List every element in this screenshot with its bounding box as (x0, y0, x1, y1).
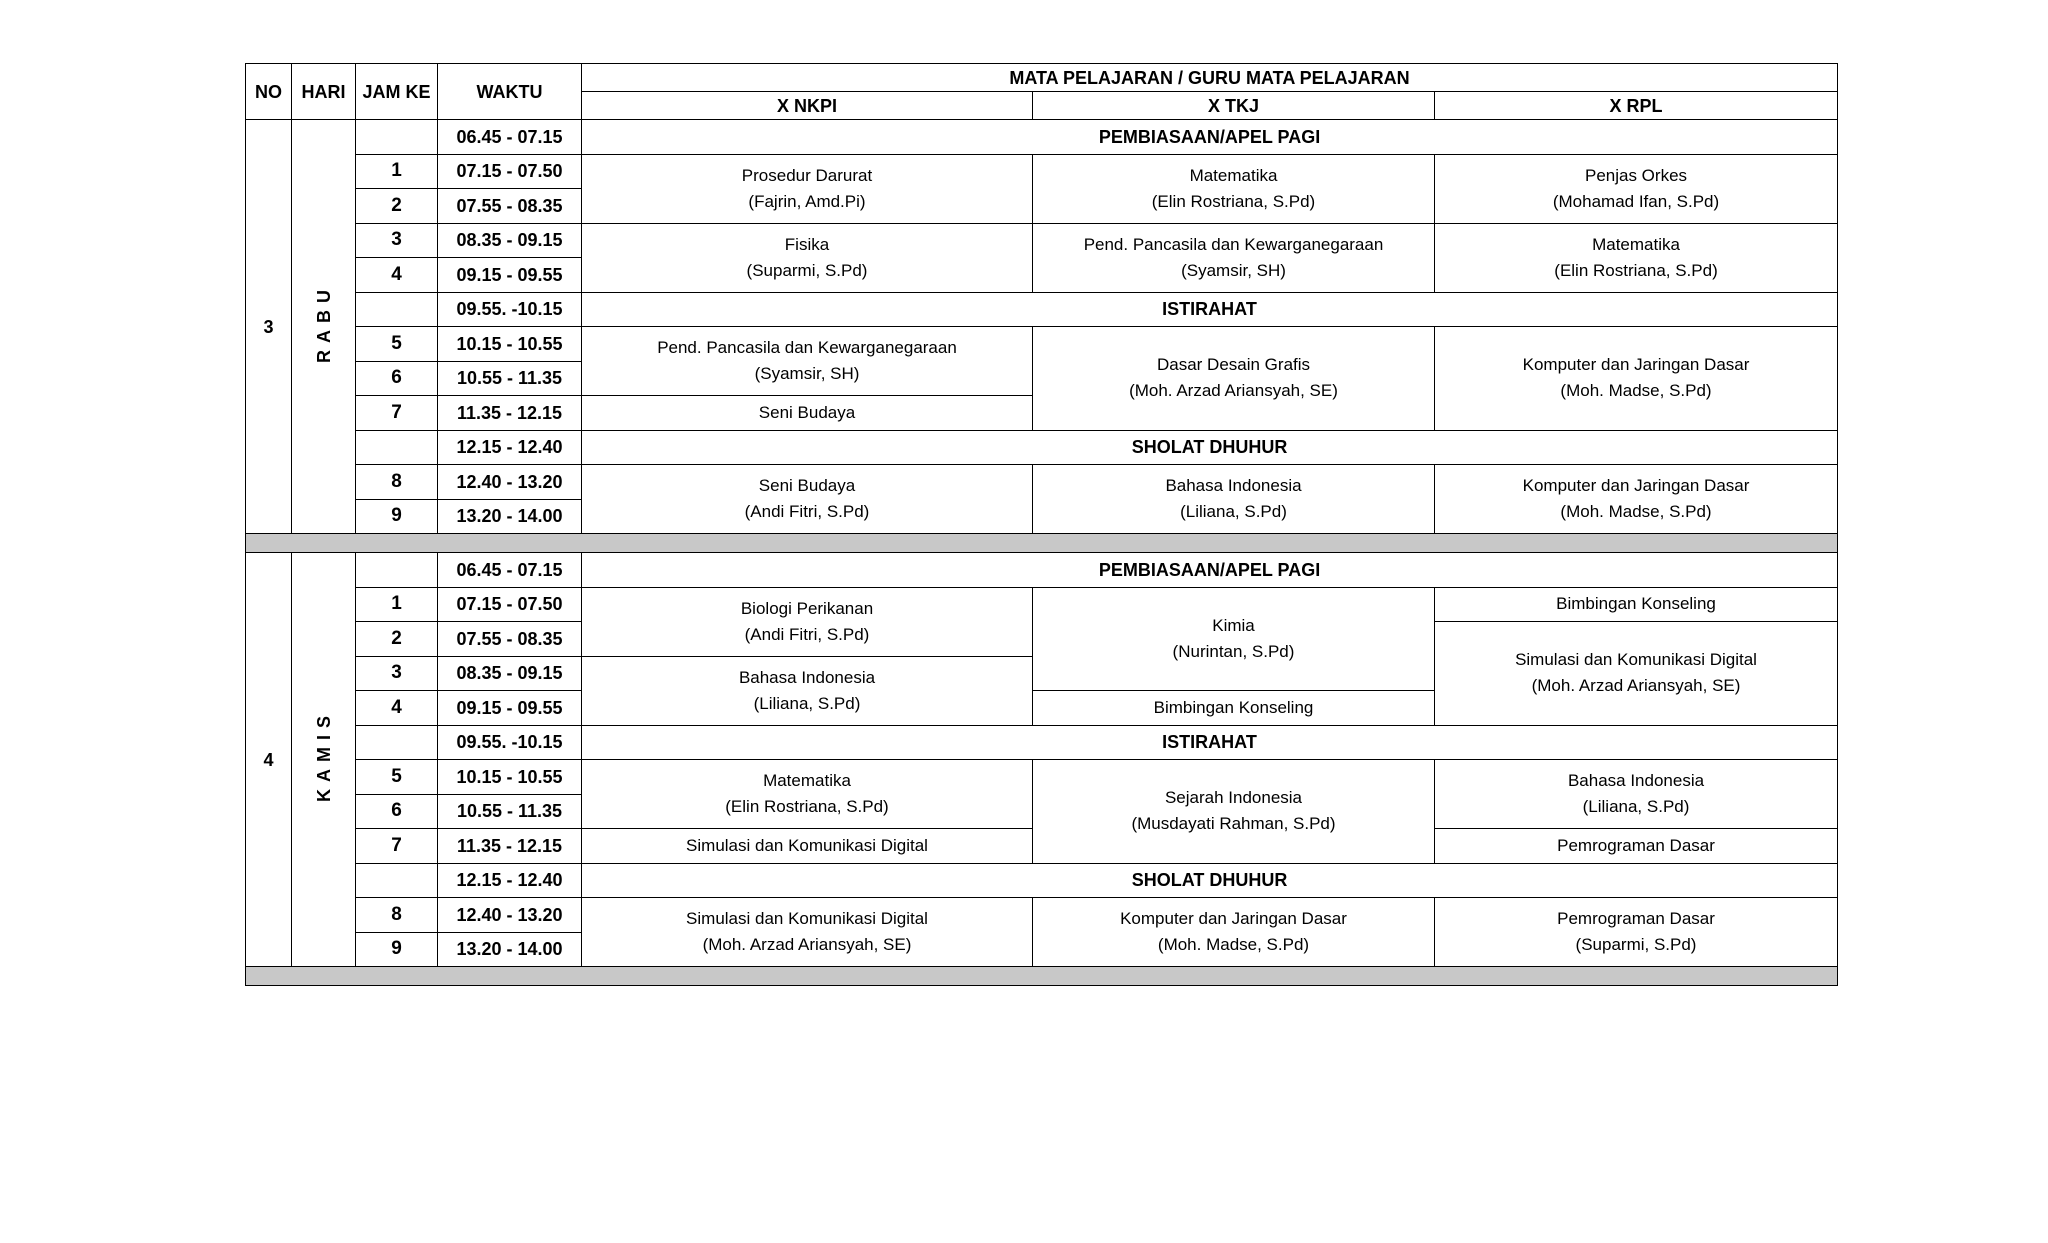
lesson-subject: Pend. Pancasila dan Kewarganegaraan (657, 338, 957, 357)
jam-cell: 1 (356, 587, 438, 622)
jam-cell: 6 (356, 794, 438, 829)
waktu-cell: 10.55 - 11.35 (438, 361, 582, 396)
jam-cell: 3 (356, 656, 438, 691)
table-row (246, 292, 1838, 327)
jam-cell: 8 (356, 898, 438, 933)
table-row (246, 898, 1838, 933)
lesson-teacher: (Mohamad Ifan, S.Pd) (1552, 191, 1720, 211)
col-header-hari: HARI (292, 64, 356, 120)
lesson-teacher: (Elin Rostriana, S.Pd) (1151, 191, 1316, 211)
lesson-cell (582, 465, 1033, 534)
jam-cell: 1 (356, 154, 438, 189)
waktu-cell: 09.55. -10.15 (438, 292, 582, 327)
waktu-cell: 13.20 - 14.00 (438, 499, 582, 534)
lesson-cell (1435, 223, 1838, 292)
lesson-subject: Simulasi dan Komunikasi Digital (686, 835, 928, 855)
lesson-subject: Sejarah Indonesia (1164, 788, 1303, 808)
col-header-waktu: WAKTU (438, 64, 582, 120)
lesson-teacher: (Suparmi, S.Pd) (1575, 935, 1697, 954)
lesson-teacher: (Liliana, S.Pd) (753, 693, 861, 713)
waktu-cell: 10.55 - 11.35 (438, 794, 582, 829)
lesson-teacher: (Moh. Arzad Ariansyah, SE) (1129, 381, 1338, 401)
break-pembiasaan: PEMBIASAAN/APEL PAGI (582, 553, 1838, 588)
lesson-cell (1033, 898, 1435, 967)
table-row (246, 863, 1838, 898)
jam-cell (356, 725, 438, 760)
lesson-teacher: (Nurintan, S.Pd) (1172, 641, 1295, 661)
table-row (246, 120, 1838, 155)
lesson-teacher: (Syamsir, SH) (1181, 260, 1286, 280)
jam-cell: 2 (356, 622, 438, 657)
table-row (246, 430, 1838, 465)
separator-row (246, 967, 1838, 986)
lesson-subject: Fisika (784, 234, 830, 254)
lesson-subject: Penjas Orkes (1584, 165, 1688, 185)
waktu-cell: 06.45 - 07.15 (438, 553, 582, 588)
lesson-cell (1435, 898, 1838, 967)
jam-cell (356, 292, 438, 327)
lesson-subject: Matematika (1189, 165, 1278, 185)
waktu-cell: 07.15 - 07.50 (438, 154, 582, 189)
table-row (246, 553, 1838, 588)
jam-cell: 7 (356, 396, 438, 431)
lesson-teacher: (Andi Fitri, S.Pd) (744, 624, 870, 644)
waktu-cell: 12.15 - 12.40 (438, 863, 582, 898)
lesson-subject: Pemrograman Dasar (1557, 835, 1715, 855)
waktu-cell: 08.35 - 09.15 (438, 223, 582, 258)
break-sholat: SHOLAT DHUHUR (582, 863, 1838, 898)
lesson-teacher: (Elin Rostriana, S.Pd) (1554, 260, 1718, 280)
jam-cell: 6 (356, 361, 438, 396)
table-row (246, 760, 1838, 795)
day-name-cell (292, 120, 356, 534)
lesson-cell (1033, 691, 1435, 726)
waktu-cell: 07.55 - 08.35 (438, 622, 582, 657)
class-header-nkpi: X NKPI (582, 92, 1033, 120)
lesson-subject: Pemrograman Dasar (1557, 909, 1715, 928)
lesson-cell (1435, 465, 1838, 534)
lesson-subject: Pend. Pancasila dan Kewarganegaraan (1083, 234, 1384, 254)
waktu-cell: 07.15 - 07.50 (438, 587, 582, 622)
col-header-mapel: MATA PELAJARAN / GURU MATA PELAJARAN (582, 64, 1838, 92)
jam-cell: 3 (356, 223, 438, 258)
jam-cell: 4 (356, 691, 438, 726)
waktu-cell: 12.15 - 12.40 (438, 430, 582, 465)
lesson-cell (1033, 465, 1435, 534)
lesson-cell (582, 587, 1033, 656)
lesson-subject: Bahasa Indonesia (1567, 771, 1705, 790)
lesson-teacher: (Liliana, S.Pd) (1180, 502, 1287, 521)
waktu-cell: 08.35 - 09.15 (438, 656, 582, 691)
table-row (246, 327, 1838, 362)
day-number: 3 (246, 120, 292, 534)
lesson-subject: Dasar Desain Grafis (1156, 355, 1311, 375)
lesson-cell (1435, 154, 1838, 223)
lesson-teacher: (Suparmi, S.Pd) (746, 260, 868, 280)
lesson-teacher: (Moh. Madse, S.Pd) (1560, 502, 1712, 521)
jam-cell (356, 863, 438, 898)
lesson-teacher: (Elin Rostriana, S.Pd) (725, 797, 889, 816)
day-name-cell (292, 553, 356, 967)
lesson-subject: Bahasa Indonesia (738, 667, 876, 687)
lesson-cell (1435, 587, 1838, 622)
table-row (246, 223, 1838, 258)
class-header-tkj: X TKJ (1033, 92, 1435, 120)
lesson-cell (1435, 760, 1838, 829)
table-row (246, 154, 1838, 189)
col-header-jam-ke: JAM KE (356, 64, 438, 120)
lesson-subject: Komputer dan Jaringan Dasar (1522, 355, 1750, 375)
jam-cell: 7 (356, 829, 438, 864)
waktu-cell: 06.45 - 07.15 (438, 120, 582, 155)
lesson-teacher: (Musdayati Rahman, S.Pd) (1131, 814, 1336, 834)
lesson-cell (1033, 760, 1435, 864)
waktu-cell: 09.55. -10.15 (438, 725, 582, 760)
lesson-teacher: (Moh. Arzad Ariansyah, SE) (1531, 676, 1741, 696)
lesson-teacher: (Syamsir, SH) (754, 364, 860, 383)
jam-cell (356, 553, 438, 588)
lesson-subject: Simulasi dan Komunikasi Digital (1515, 650, 1757, 670)
lesson-cell (1435, 829, 1838, 864)
col-header-no: NO (246, 64, 292, 120)
lesson-teacher: (Moh. Madse, S.Pd) (1157, 935, 1310, 954)
lesson-subject: Bahasa Indonesia (1165, 476, 1302, 495)
waktu-cell: 13.20 - 14.00 (438, 932, 582, 967)
lesson-cell (1033, 223, 1435, 292)
jam-cell: 9 (356, 499, 438, 534)
jam-cell: 8 (356, 465, 438, 500)
waktu-cell: 09.15 - 09.55 (438, 691, 582, 726)
lesson-cell (1435, 622, 1838, 726)
jam-cell: 5 (356, 760, 438, 795)
waktu-cell: 11.35 - 12.15 (438, 829, 582, 864)
class-header-rpl: X RPL (1435, 92, 1838, 120)
waktu-cell: 12.40 - 13.20 (438, 465, 582, 500)
lesson-cell (1033, 154, 1435, 223)
lesson-teacher: (Andi Fitri, S.Pd) (744, 502, 870, 521)
lesson-subject: Biologi Perikanan (740, 598, 874, 618)
lesson-cell (582, 829, 1033, 864)
lesson-subject: Kimia (1212, 615, 1255, 635)
lesson-subject: Komputer dan Jaringan Dasar (1120, 909, 1347, 928)
waktu-cell: 11.35 - 12.15 (438, 396, 582, 431)
table-row (246, 587, 1838, 622)
schedule-table (245, 63, 1838, 986)
day-name: RABU (313, 282, 334, 363)
jam-cell: 9 (356, 932, 438, 967)
lesson-teacher: (Moh. Arzad Ariansyah, SE) (702, 935, 912, 954)
jam-cell (356, 120, 438, 155)
lesson-cell (1033, 327, 1435, 431)
separator-row (246, 534, 1838, 553)
lesson-subject: Matematika (763, 771, 851, 790)
day-separator (246, 967, 1838, 986)
break-istirahat: ISTIRAHAT (582, 292, 1838, 327)
lesson-cell (582, 760, 1033, 829)
lesson-subject: Seni Budaya (758, 402, 856, 422)
lesson-subject: Simulasi dan Komunikasi Digital (686, 909, 928, 928)
lesson-subject: Prosedur Darurat (741, 165, 873, 185)
lesson-subject: Seni Budaya (758, 476, 856, 495)
lesson-cell (582, 154, 1033, 223)
lesson-subject: Matematika (1592, 234, 1680, 254)
lesson-cell (582, 396, 1033, 431)
day-separator (246, 534, 1838, 553)
lesson-teacher: (Fajrin, Amd.Pi) (748, 191, 866, 211)
jam-cell (356, 430, 438, 465)
waktu-cell: 10.15 - 10.55 (438, 327, 582, 362)
waktu-cell: 10.15 - 10.55 (438, 760, 582, 795)
break-sholat: SHOLAT DHUHUR (582, 430, 1838, 465)
break-pembiasaan: PEMBIASAAN/APEL PAGI (582, 120, 1838, 155)
lesson-subject: Bimbingan Konseling (1153, 697, 1314, 717)
jam-cell: 4 (356, 258, 438, 293)
day-number: 4 (246, 553, 292, 967)
lesson-cell (582, 898, 1033, 967)
lesson-cell (582, 327, 1033, 396)
lesson-teacher: (Moh. Madse, S.Pd) (1560, 381, 1712, 401)
lesson-cell (1033, 587, 1435, 691)
lesson-cell (582, 223, 1033, 292)
lesson-teacher: (Liliana, S.Pd) (1582, 797, 1690, 816)
lesson-cell (1435, 327, 1838, 431)
break-istirahat: ISTIRAHAT (582, 725, 1838, 760)
waktu-cell: 07.55 - 08.35 (438, 189, 582, 224)
waktu-cell: 12.40 - 13.20 (438, 898, 582, 933)
table-row (246, 725, 1838, 760)
table-row (246, 465, 1838, 500)
header-row (246, 64, 1838, 92)
lesson-subject: Bimbingan Konseling (1556, 594, 1716, 614)
jam-cell: 5 (356, 327, 438, 362)
day-name: KAMIS (313, 709, 334, 802)
jam-cell: 2 (356, 189, 438, 224)
lesson-cell (582, 656, 1033, 725)
lesson-subject: Komputer dan Jaringan Dasar (1522, 476, 1750, 495)
waktu-cell: 09.15 - 09.55 (438, 258, 582, 293)
